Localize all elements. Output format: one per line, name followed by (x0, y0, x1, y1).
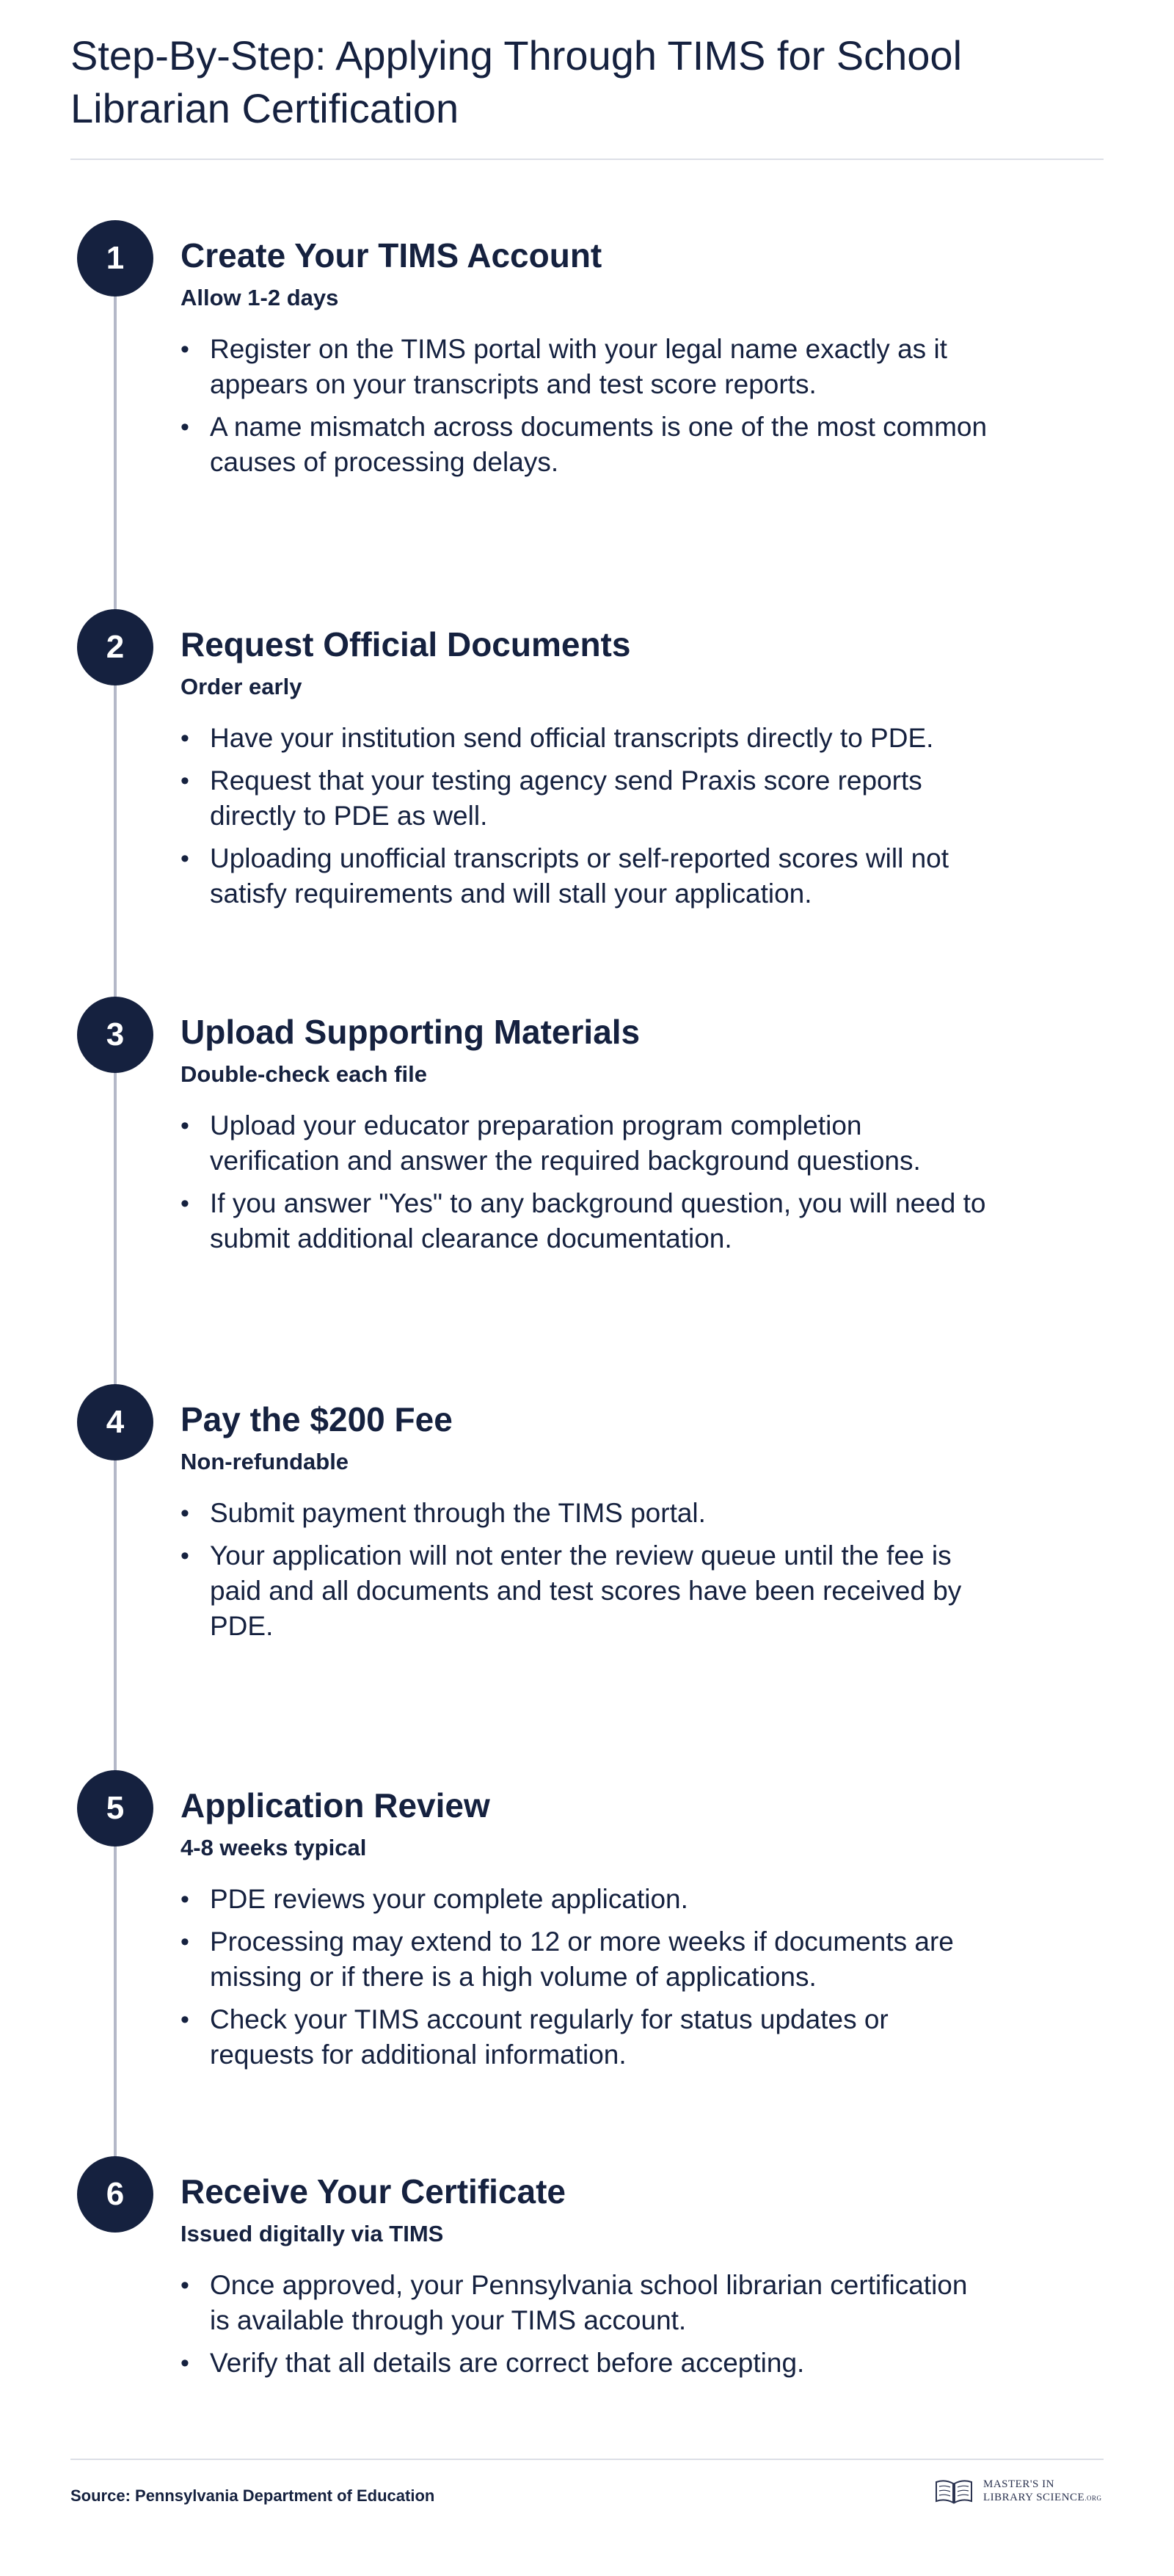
step-title: Upload Supporting Materials (181, 1013, 641, 1051)
bullet-item: • Submit payment through the TIMS portal. (181, 1496, 988, 1531)
step-bullets (181, 1496, 988, 1644)
bullet-item: • Register on the TIMS portal with your legal name exactly as it appears on your transcripts and test score reports. (181, 332, 988, 402)
step-content (181, 1011, 988, 1264)
bullet-item: • A name mismatch across documents is one of the most common causes of processing delays. (181, 410, 988, 480)
step-number-badge: 5 (77, 1770, 153, 1847)
step-bullets (181, 332, 988, 480)
bullet-item: • Check your TIMS account regularly for status updates or requests for additional information. (181, 2002, 988, 2073)
step-bullets (181, 1108, 988, 1256)
open-book-icon (933, 2476, 974, 2506)
step-number-badge: 6 (77, 2156, 153, 2233)
step-title: Create Your TIMS Account (181, 236, 602, 274)
logo-line-2: LIBRARY SCIENCE (983, 2491, 1085, 2503)
source-credit: Source: Pennsylvania Department of Education (70, 2486, 435, 2505)
step-bullets (181, 721, 988, 912)
footer-divider (70, 2459, 1104, 2460)
bullet-item: • Processing may extend to 12 or more weeks if documents are missing or if there is a high volume of applications. (181, 1924, 988, 1995)
step-content (181, 2171, 988, 2388)
bullet-item: • Once approved, your Pennsylvania school librarian certification is available through your TIMS account. (181, 2268, 988, 2338)
step-timing: 4-8 weeks typical (181, 1835, 367, 1860)
logo-suffix: .ORG (1084, 2494, 1102, 2502)
step-content (181, 235, 988, 487)
step-timing: Double-check each file (181, 1061, 427, 1087)
timeline-line (114, 257, 117, 2224)
step-number-badge: 1 (77, 220, 153, 296)
bullet-item: • Have your institution send official transcripts directly to PDE. (181, 721, 988, 756)
step-title: Request Official Documents (181, 625, 631, 663)
step-bullets (181, 2268, 988, 2381)
step-title: Application Review (181, 1786, 490, 1824)
site-logo (933, 2476, 1101, 2506)
step-timing: Issued digitally via TIMS (181, 2221, 444, 2246)
page-title: Step-By-Step: Applying Through TIMS for School Librarian Certification (70, 32, 963, 131)
step-content (181, 1399, 988, 1651)
logo-line-1: MASTER'S IN (983, 2478, 1054, 2490)
step-content (181, 1785, 988, 2080)
step-timing: Order early (181, 674, 302, 699)
step-timing: Allow 1-2 days (181, 285, 339, 310)
header-divider (70, 159, 1104, 160)
bullet-item: • Request that your testing agency send Praxis score reports directly to PDE as well. (181, 763, 988, 834)
step-timing: Non-refundable (181, 1449, 349, 1474)
step-number-badge: 3 (77, 997, 153, 1073)
bullet-item: • Your application will not enter the review queue until the fee is paid and all documents and test scores have been received by PDE. (181, 1538, 988, 1644)
step-title: Receive Your Certificate (181, 2172, 566, 2211)
bullet-item: • Verify that all details are correct before accepting. (181, 2346, 988, 2381)
step-number-badge: 2 (77, 609, 153, 685)
bullet-item: • PDE reviews your complete application. (181, 1882, 988, 1917)
step-number-badge: 4 (77, 1384, 153, 1460)
step-bullets (181, 1882, 988, 2073)
step-content (181, 624, 988, 919)
bullet-item: • Uploading unofficial transcripts or self-reported scores will not satisfy requirements and will stall your application. (181, 841, 988, 912)
bullet-item: • If you answer "Yes" to any background question, you will need to submit additional clearance documentation. (181, 1186, 988, 1256)
step-title: Pay the $200 Fee (181, 1400, 453, 1438)
bullet-item: • Upload your educator preparation program completion verification and answer the required background questions. (181, 1108, 988, 1179)
